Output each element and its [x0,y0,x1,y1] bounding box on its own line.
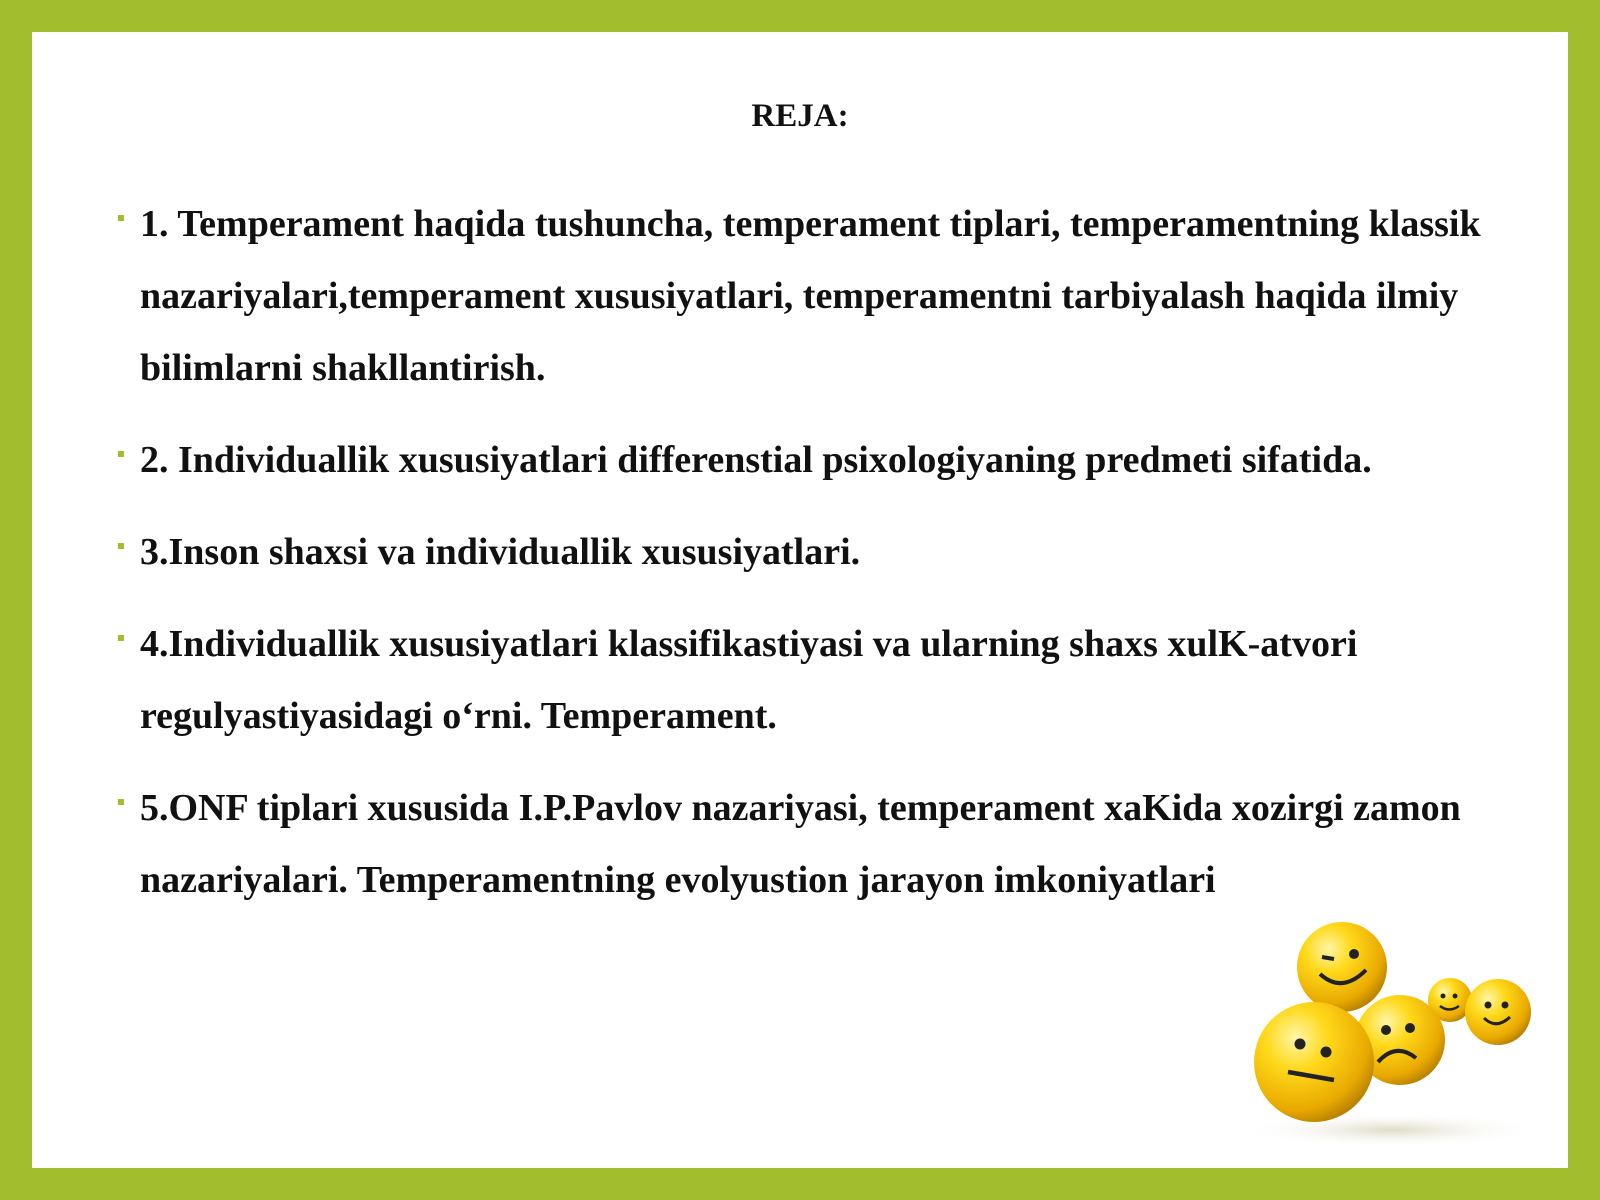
bullet-icon [118,215,124,221]
bullet-icon [118,451,124,457]
list-item [88,424,1558,496]
list-item-text: 2. Individuallik xususiyatlari differenstial psixologiyaning predmeti sifatida. [140,439,1372,481]
list-item-text: 1. Temperament haqida tushuncha, temperament tiplari, temperamentning klassik nazariyalari,temperament xususiyatlari, temperamentni tarbiyalash haqida ilmiy bilimlarni shakllantirish. [140,203,1481,389]
list-item [88,188,1558,404]
bullet-icon [118,799,124,805]
bullet-icon [118,543,124,549]
slide [32,32,1568,1168]
slide-title: REJA: [751,98,849,134]
plan-list [88,188,1558,936]
list-item-text: 4.Individuallik xususiyatlari klassifikastiyasi va ularning shaxs xulK-atvori regulyastiyasidagi o‘rni. Temperament. [140,623,1358,737]
list-item [88,772,1558,916]
list-item-text: 5.ONF tiplari xususida I.P.Pavlov nazariyasi, temperament xaKida xozirgi zamon nazariyalari. Temperamentning evolyustion jarayon imkoniyatlari [140,787,1461,901]
smiley-balls-illustration [1242,912,1568,1152]
list-item [88,516,1558,588]
list-item-text: 3.Inson shaxsi va individuallik xususiyatlari. [140,531,861,573]
smiley-balls-icon [1242,912,1568,1152]
bullet-icon [118,635,124,641]
list-item [88,608,1558,752]
